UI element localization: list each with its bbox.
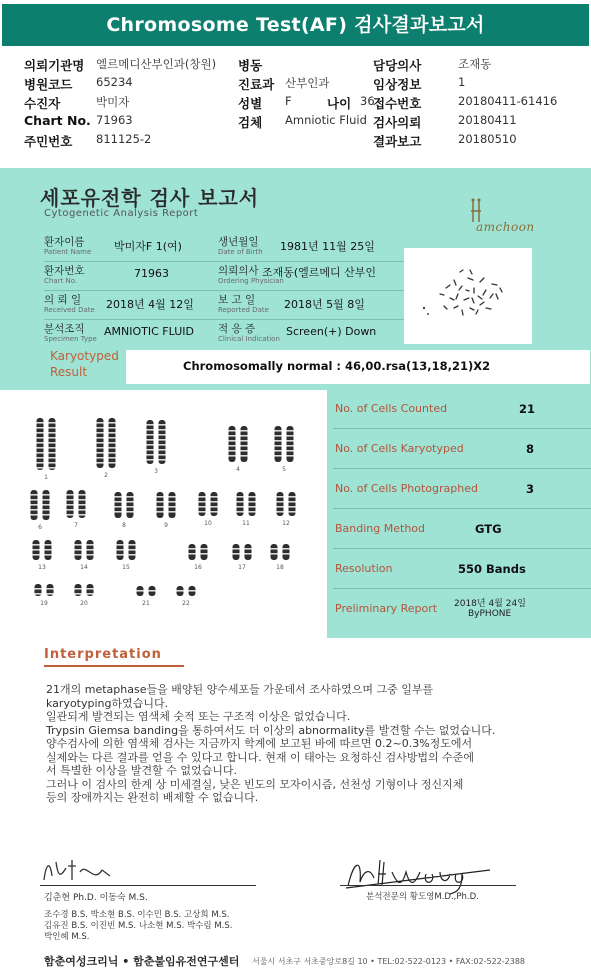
footer-address: 서울시 서초구 서초중앙로8길 10 • TEL:02-522-0123 • FAX:02-522-2388 [252,957,526,966]
interpretation-line: 실제와는 다른 결과를 얻을 수 있다고 합니다. 현재 이 태아는 요청하신 검사방법의 수준에 [46,750,474,764]
reported-value: 2018년 5월 8일 [284,298,365,311]
chromosome-pair [97,418,116,468]
banding-method-value: GTG [475,522,502,536]
physician-info-label-en: Ordering Physician [218,277,284,285]
chromosome-number: 11 [242,520,250,527]
chromosome-pair [157,492,176,518]
karyotype-result-text: Chromosomally normal : 46,00.rsa(13,18,21)X2 [183,359,491,373]
interpretation-line: karyotyping하였습니다. [46,696,169,710]
chromosome-pair [137,586,156,596]
divider [44,319,404,320]
received-label: 의 뢰 일 [44,294,82,306]
chromosome-number: 19 [40,600,48,607]
sex-value: F [285,94,292,108]
chromosome-number: 20 [80,600,88,607]
stat-row [333,430,591,470]
chromosome-number: 5 [282,466,286,473]
received-value: 2018년 4월 12일 [106,298,194,311]
header-row [0,56,591,74]
divider [44,290,404,291]
indication-label: 적 응 증 [218,323,256,335]
divider [333,548,591,549]
footer-institution: 함춘여성크리닉 • 함춘불임유전연구센터 [44,955,240,968]
report-date-value: 20180510 [458,132,517,146]
preliminary-report-date: 2018년 4월 24일 [454,599,526,609]
divider [333,428,591,429]
chromosome-pair [117,540,136,560]
accession-label: 접수번호 [373,96,422,111]
brand-name: amchoon [476,220,535,234]
banding-method-label: Banding Method [335,522,426,535]
chromosome-pair [75,540,94,560]
specimen-type-label-en: Specimen Type [44,335,97,343]
cells-counted-value: 21 [519,402,536,416]
interpretation-line: 서 특별한 이상을 발견할 수 없었습니다. [46,764,237,777]
chart-label: 환자번호 [44,265,85,277]
chromosome-pair [37,418,56,470]
physician-label: 담당의사 [373,58,422,73]
interpretation-underline [44,665,184,667]
header-row [0,113,591,131]
chromosome-number: 21 [142,600,150,607]
patient-info-row [44,292,404,320]
specimen-label: 검체 [238,115,263,130]
header-row [0,132,591,150]
chromosome-pair [67,490,86,518]
left-signer-main: 김춘현 Ph.D. 이동숙 M.S. [44,893,148,903]
chromosome-number: 3 [154,468,158,475]
indication-value: Screen(+) Down [286,325,377,338]
interpretation-line: 그러나 이 검사의 한계 상 미세결실, 낮은 빈도의 모자이시즘, 선천성 기형이나 정신지체 [46,777,464,791]
analysis-stats [333,390,591,630]
left-staff-line: 김유진 B.S. 이진빈 M.S. 나소현 M.S. 박수림 M.S. [44,921,233,931]
dob-label-en: Date of Birth [218,248,263,256]
interpretation-text [46,683,566,805]
received-label-en: Received Date [44,306,95,314]
chart-value: 71963 [134,267,169,280]
hospital-code-value: 65234 [96,75,133,89]
chromosome-pair [275,426,294,462]
chromosome-number: 18 [276,564,284,571]
divider [333,508,591,509]
cells-karyotyped-value: 8 [526,442,535,456]
chromosome-number: 1 [44,474,48,481]
clinical-info-value: 1 [458,75,466,89]
cells-counted-label: No. of Cells Counted [335,402,448,415]
left-staff-line: 조수경 B.S. 박소현 B.S. 이수민 B.S. 고상희 M.S. [44,910,230,920]
patient-name-label: 환자이름 [44,236,85,248]
divider [333,468,591,469]
referring-institution-value: 엘르메디산부인과(창원) [96,57,217,71]
karyotyped-label-line: Karyotyped [50,349,119,363]
chromosome-pair [75,584,94,596]
karyogram [0,390,327,638]
patient-label: 수진자 [24,96,61,111]
signature-line [340,885,516,886]
sex-label: 성별 [238,96,263,111]
divider [333,588,591,589]
brand-logo [468,198,548,238]
department-value: 산부인과 [285,76,330,90]
hospital-code-label: 병원코드 [24,77,73,92]
cytogenetic-report [0,168,591,638]
interpretation-line: 등의 장애까지는 완전히 배제할 수 없습니다. [46,791,259,804]
divider [44,261,404,262]
resolution-value: 550 Bands [458,562,526,576]
signature-block [0,850,591,976]
chromosome-pair [177,586,196,596]
patient-name-label-en: Patient Name [44,248,92,256]
interpretation-line: 양수검사에 의한 염색체 검사는 지금까지 학계에 보고된 바에 따르면 0.2~0.3%정도에서 [46,737,473,750]
chromosome-pair [115,492,134,518]
patient-value: 박미자 [96,95,130,109]
stat-row [333,550,591,590]
chromosome-pair [31,490,50,520]
header-row [0,94,591,112]
stat-row [333,590,591,630]
preliminary-report-method: ByPHONE [468,609,512,619]
chromosome-pair [189,544,208,560]
cells-photographed-label: No. of Cells Photographed [335,482,478,495]
preliminary-report-label: Preliminary Report [335,602,438,615]
chromosome-number: 17 [238,564,246,571]
chromosome-number: 9 [164,522,168,529]
chromosome-pair [199,492,218,516]
stat-row [333,470,591,510]
resolution-label: Resolution [335,562,393,575]
resident-no-value: 811125-2 [96,132,152,146]
chromosome-number: 8 [122,522,126,529]
chromosome-number: 22 [182,600,190,607]
report-date-label: 결과보고 [373,134,422,149]
patient-info-table [44,234,404,348]
accession-value: 20180411-61416 [458,94,558,108]
report-subtitle: Cytogenetic Analysis Report [44,208,199,219]
chromosome-number: 14 [80,564,88,571]
signature-line [40,885,256,886]
karyogram-image [0,390,327,638]
result-label-line: Result [50,365,88,379]
header-row [0,75,591,93]
reported-label: 보 고 일 [218,294,256,306]
chromosome-pair [271,544,290,560]
right-signer-main: 분석전문의 황도영M.D.,Ph.D. [366,892,479,902]
indication-label-en: Clinical Indication [218,335,280,343]
stat-row [333,390,591,430]
chromosome-number: 15 [122,564,130,571]
physician-value: 조재동 [458,57,492,71]
interpretation-title: Interpretation [44,647,162,662]
chromosome-number: 6 [38,524,42,531]
chromosome-pair [233,544,252,560]
cells-karyotyped-label: No. of Cells Karyotyped [335,442,464,455]
chromosome-pair [33,540,52,560]
interpretation-line: 21개의 metaphase들을 배양된 양수세포들 가운데서 조사하였으며 그중 일부를 [46,683,434,696]
chart-no-value: 71963 [96,113,133,127]
specimen-type-value: AMNIOTIC FLUID [104,325,194,338]
specimen-type-label: 분석조직 [44,323,85,335]
clinical-info-label: 임상정보 [373,77,422,92]
karyotype-result-box [126,350,590,384]
chromosome-pair [229,426,248,462]
signature-left-image [36,854,126,888]
chromosome-number: 16 [194,564,202,571]
interpretation-line: Trypsin Giemsa banding을 통하여서도 더 이상의 abnormality를 발견할 수는 없었습니다. [46,723,496,737]
chromosome-number: 13 [38,564,46,571]
resident-no-label: 주민번호 [24,134,73,149]
specimen-value: Amniotic Fluid [285,113,367,127]
ward-label: 병동 [238,58,263,73]
chromosome-number: 12 [282,520,290,527]
patient-info-row [44,263,404,291]
chromosome-pair [237,492,256,516]
header-info [0,52,591,152]
request-date-value: 20180411 [458,113,517,127]
patient-name-value: 박미자F 1(여) [114,240,182,253]
page-title: Chromosome Test(AF) 검사결과보고서 [2,4,589,46]
title-bar [0,0,591,50]
chromosome-number: 10 [204,520,212,527]
patient-info-row [44,321,404,349]
chromosome-pair [35,584,54,596]
metaphase-spread-image [404,248,532,344]
interpretation-line: 일관되게 발견되는 염색체 숫적 또는 구조적 이상은 없었습니다. [46,710,351,723]
chart-label-en: Chart No. [44,277,78,285]
dob-value: 1981년 11월 25일 [280,240,375,253]
chromosome-number: 2 [104,472,108,479]
chromosome-pair [277,492,296,516]
chromosome-pair [147,420,166,464]
report-title: 세포유전학 검사 보고서 [40,186,260,210]
chart-no-label: Chart No. [24,113,91,128]
physician-info-label: 의뢰의사 [218,265,259,277]
dob-label: 생년월일 [218,236,259,248]
age-label: 나이 [327,96,352,111]
karyotyped-result-label [50,348,119,380]
chromosome-number: 7 [74,522,78,529]
age-value: 36 [360,94,375,108]
reported-label-en: Reported Date [218,306,269,314]
department-label: 진료과 [238,77,275,92]
cells-photographed-value: 3 [526,482,535,496]
patient-info-row [44,234,404,262]
stat-row [333,510,591,550]
physician-info-value: 조재동(엘르메디 산부인 [262,266,377,279]
request-date-label: 검사의뢰 [373,115,422,130]
left-staff-line: 박인혜 M.S. [44,932,90,942]
referring-institution-label: 의뢰기관명 [24,58,85,73]
chromosome-number: 4 [236,466,240,473]
